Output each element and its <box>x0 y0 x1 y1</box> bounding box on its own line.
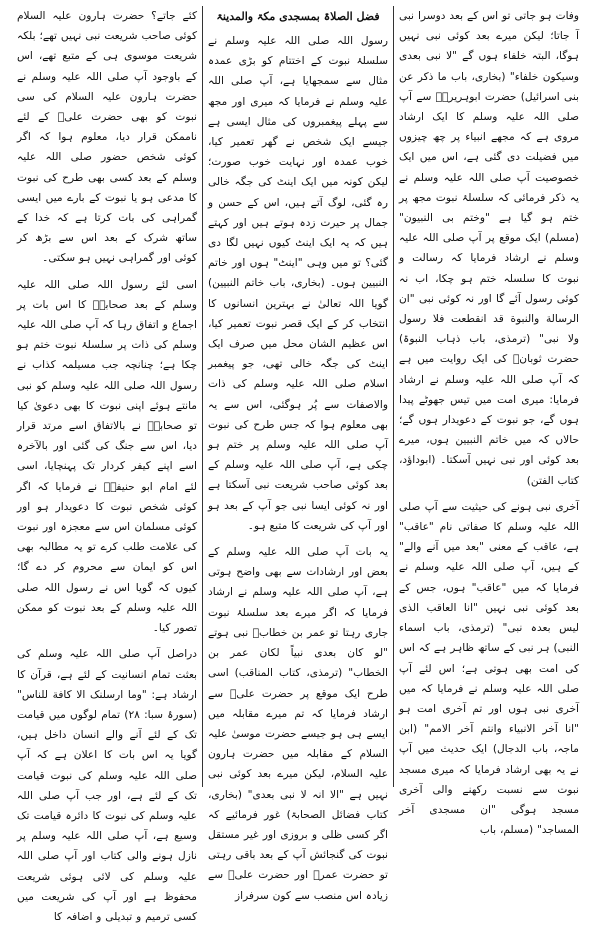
column-right-paragraph: آخری نبی ہونے کی حیثیت سے آپ صلی اللہ علیہ وسلم کا صفاتی نام "عاقب" ہے، عاقب کے معنی "بعد میں آنے والے" کے ہیں، آپ صلی اللہ علیہ وسلم نے فرمایا کہ میں "عاقب" ہوں، جس کے بعد کوئی نبی نہیں "انا العاقب الذی لیس بعدہ نبی" (ترمذی، باب اسماء النبی) ہر نبی کے ساتھ ظاہر ہے کہ اس کی امت بھی ہوتی ہے؛ اس لئے آپ صلی اللہ علیہ وسلم نے فرمایا کہ میں آخری نبی ہوں اور تم آخری امت ہو "انا آخر الانبیاء وانتم آخر الامم" (ابن ماجہ، باب الدجال) ایک حدیث میں آپ نے یہ بھی ارشاد فرمایا کہ میری مسجد نبوت سے نسبت رکھنے والی آخری مسجد ہوگی "ان مسجدی آخر المساجد" (مسلم، باب <box>399 500 579 837</box>
column-middle <box>203 6 393 902</box>
column-middle-paragraph: یہ بات آپ صلی اللہ علیہ وسلم کے بعض اور ارشادات سے بھی واضح ہوتی ہے، آپ صلی اللہ علیہ وسلم نے ارشاد فرمایا کہ اگر میرے بعد سلسلۂ نبوت جاری رہتا تو عمر بن خطابؓ نبی ہوتے "لو کان بعدی نبیاً لکان عمر بن الخطاب" (ترمذی، کتاب المناقب) اسی طرح ایک موقع پر حضرت علیؓ سے ارشاد فرمایا کہ تم میرے مقابلہ میں ایسے ہی ہو جیسے حضرت موسیٰ علیہ السلام کے مقابلہ میں حضرت ہارون علیہ السلام، لیکن میرے بعد کوئی نبی نہیں ہے "الا انہ لا نبی بعدی" (بخاری، کتاب فضائل الصحابۃ) غور فرمائیے کہ اگر کسی ظلی و بروزی اور غیر مستقل نبوت کی گنجائش آپ کے بعد باقی رہتی تو حضرت عمرؓ اور حضرت علیؓ سے زیادہ اس منصب سے کون سرفراز <box>208 546 388 902</box>
column-left-paragraph: کئے جاتے؟ حضرت ہارون علیہ السلام کوئی صاحب شریعت نبی نہیں تھے؛ بلکہ شریعت موسوی ہی کے متبع تھے، اس کے باوجود آپ صلی اللہ علیہ وسلم نے حضرت ہارون علیہ السلام کی سی نبوت کو بھی حضرت علیؓ کے لئے ناممکن قرار دیا، معلوم ہوا کہ اگر کوئی شخص حضور صلی اللہ علیہ وسلم کے بعد کسی بھی طرح کی نبوت کا مدعی ہو یا نبوت کے بارے میں ایسی گمراہی کی بات کرتا ہے کہ خدا کے ساتھ شرک کے بعد اس سے بڑھ کر کوئی اور گمراہی نہیں ہو سکتی۔ <box>17 10 197 265</box>
hadith-source-heading: فضل الصلاۃ بمسجدی مکۃ والمدینۃ <box>216 10 380 23</box>
column-right-paragraph: وفات ہو جاتی تو اس کے بعد دوسرا نبی آ جاتا؛ لیکن میرے بعد کوئی نبی نہیں ہوگا، البتہ خلفاء ہوں گے "لا نبی بعدی وسیکون خلفاء" (بخاری، باب ما ذکر عن بنی اسرائیل) حضرت ابوہریرہؓ سے آپ صلی اللہ علیہ وسلم کا ایک ارشاد مروی ہے کہ مجھے انبیاء پر چھ چیزوں میں فضیلت دی گئی ہے، اس میں ایک خصوصیت آپ صلی اللہ علیہ وسلم نے یہ ذکر فرمائی کہ سلسلۂ نبوت مجھ پر ختم ہو گیا ہے "وختم بی النبیون" (مسلم) ایک موقع پر آپ صلی اللہ علیہ وسلم نے ارشاد فرمایا کہ رسالت و نبوت کا سلسلہ ختم ہو چکا، اب نہ کوئی رسول آئے گا اور نہ کوئی نبی "ان الرسالة والنبوة قد انقطعت فلا رسول ولا نبی" (ترمذی، باب ذہاب النبوۃ) حضرت ثوبانؓ کی ایک روایت میں ہے کہ آپ صلی اللہ علیہ وسلم نے ارشاد فرمایا: میری امت میں تیس جھوٹے پیدا ہوں گے، جو نبوت کے دعویدار ہوں گے؛ حالاں کہ میں خاتم النبیین ہوں، میرے بعد کوئی اور نبی نہیں آسکتا۔ (ابوداؤد، کتاب الفتن) <box>399 10 579 487</box>
column-right <box>394 6 584 837</box>
column-left-paragraph: اسی لئے رسول اللہ صلی اللہ علیہ وسلم کے بعد صحابہؓ کا اس بات پر اجماع و اتفاق رہا کہ آپ صلی اللہ علیہ وسلم کی ذات پر سلسلۂ نبوت ختم ہو چکا ہے؛ چنانچہ جب مسیلمہ کذاب نے رسول اللہ صلی اللہ علیہ وسلم کو نبی مانتے ہوئے اپنی نبوت کا بھی دعویٰ کیا تو صحابہؓ نے بالاتفاق اسے مرتد قرار دیا، اس سے جنگ کی گئی اور بالآخرہ اسے اپنے کیفر کردار تک پہنچایا، اسی لئے امام ابو حنیفہؒ نے فرمایا کہ اگر کوئی شخص نبوت کا دعویدار ہو اور کوئی مسلمان اس سے معجزہ اور نبوت کی علامت طلب کرے تو یہ مطالبہ بھی اس کو ایمان سے محروم کر دے گا؛ کیوں کہ گویا اس نے رسول اللہ صلی اللہ علیہ وسلم کے بعد نبوت کو ممکن تصور کیا۔ <box>17 278 197 635</box>
column-left-paragraph: دراصل آپ صلی اللہ علیہ وسلم کی بعثت تمام انسانیت کے لئے ہے، قرآن کا ارشاد ہے: "وما ارسلنک الا کافة للناس" (سورۂ سبا: ۲۸) تمام لوگوں میں قیامت تک کے لئے آنے والے انسان داخل ہیں، گویا یہ اس بات کا اعلان ہے کہ آپ صلی اللہ علیہ وسلم کی نبوت قیامت تک کے لئے ہے، اور جب آپ صلی اللہ علیہ وسلم کی نبوت کا دائرہ قیامت تک وسیع ہے، آپ صلی اللہ علیہ وسلم پر نازل ہونے والی کتاب اور آپ صلی اللہ علیہ وسلم کی لائی ہوئی شریعت محفوظ ہے اور آپ کی شریعت میں کسی ترمیم و تبدیلی و اضافہ کا <box>17 648 197 923</box>
column-middle-paragraph: رسول اللہ صلی اللہ علیہ وسلم نے سلسلۂ نبوت کے اختتام کو بڑی عمدہ مثال سے سمجھایا ہے، آپ صلی اللہ علیہ وسلم نے فرمایا کہ میری اور مجھ سے پہلے پیغمبروں کی مثال ایسی ہے جیسے ایک شخص نے گھر تعمیر کیا، خوب عمدہ اور نہایت خوب صورت؛ لیکن کونہ میں ایک اینٹ کی جگہ خالی رہ گئی، لوگ آتے ہیں، اس کے حسن و جمال پر حیرت زدہ ہوتے ہیں اور کہتے ہیں کہ یہ ایک اینٹ کیوں نہیں لگا دی گئی؟ تو میں وہی "اینٹ" ہوں اور خاتم النبیین ہوں۔ (بخاری، باب خاتم النبیین) گویا اللہ تعالیٰ نے بہترین انسانوں کا انتخاب کر کے ایک قصر نبوت تعمیر کیا، اس عظیم الشان محل میں صرف ایک اینٹ کی جگہ خالی تھی، جو پیغمبر اسلام صلی اللہ علیہ وسلم کی ذات والاصفات سے پُر ہوگئی، اس سے یہ بھی معلوم ہوا کہ جس طرح کی نبوت آپ صلی اللہ علیہ وسلم پر ختم ہو چکی ہے، آپ صلی اللہ علیہ وسلم کے بعد کوئی صاحب شریعت نبی آسکتا ہے اور نہ کوئی ایسا نبی جو آپ کے بعد ہو اور آپ کی شریعت کا متبع ہو۔ <box>208 35 388 532</box>
column-left <box>12 6 202 923</box>
